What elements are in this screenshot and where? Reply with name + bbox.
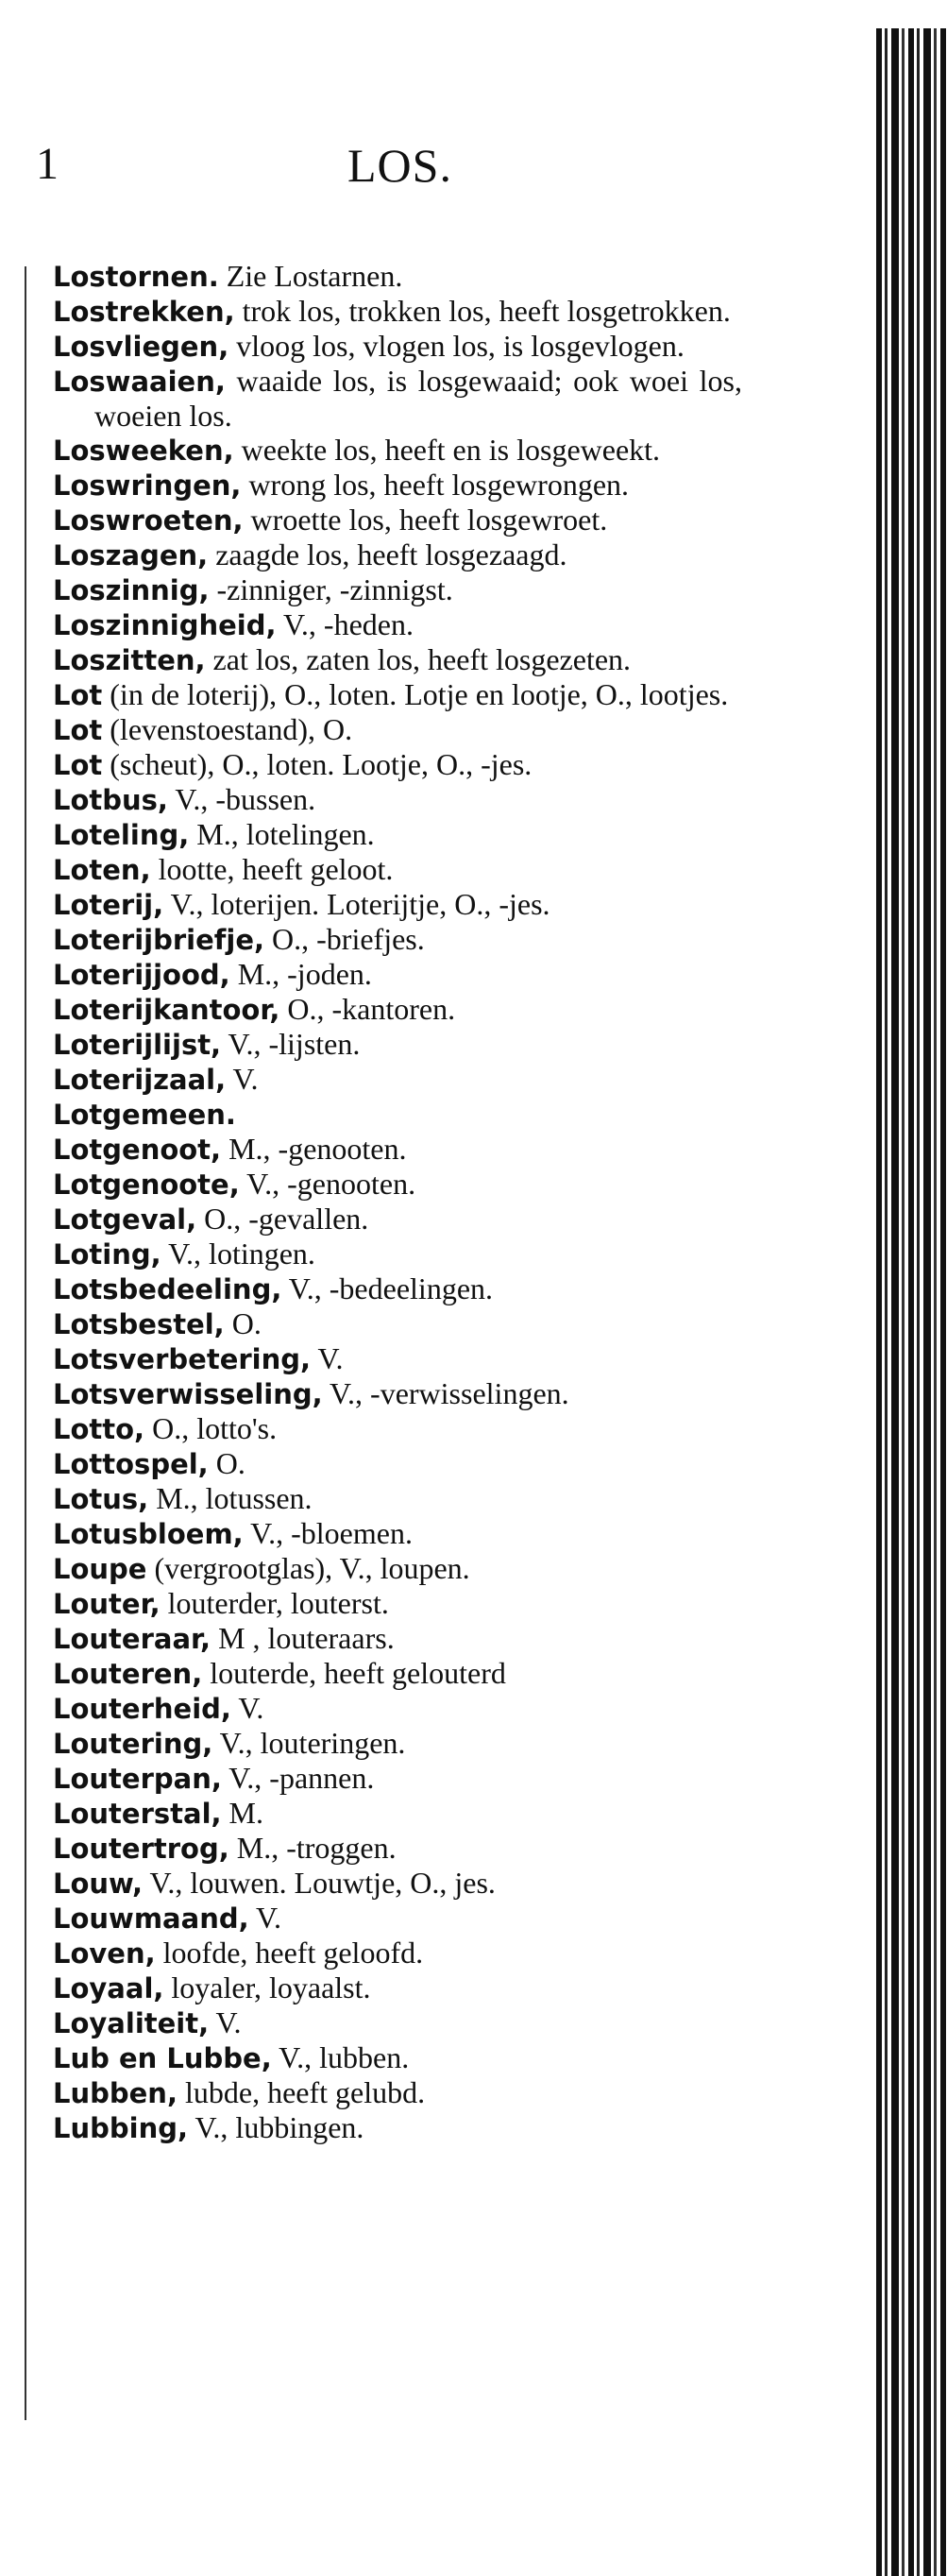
dictionary-entry [53, 1901, 742, 1936]
dictionary-entries [53, 259, 742, 2145]
entry-definition: V., -lijsten. [221, 1027, 361, 1061]
dictionary-entry [53, 1341, 742, 1376]
entry-definition: O. [208, 1446, 245, 1480]
entry-headword: Loswroeten, [53, 504, 244, 537]
entry-definition: Zie Lostarnen. [218, 259, 403, 293]
entry-headword: Lotgeval, [53, 1203, 197, 1236]
dictionary-entry [53, 329, 742, 364]
entry-headword: Lubbing, [53, 2112, 189, 2144]
entry-definition: lubde, heeft gelubd. [177, 2075, 426, 2109]
entry-definition: louterder, louterst. [160, 1586, 389, 1620]
entry-headword: Lotbus, [53, 784, 168, 816]
dictionary-entry [53, 677, 742, 712]
entry-definition: loofde, heeft geloofd. [155, 1936, 424, 1970]
entry-definition: M., lotelingen. [189, 817, 375, 851]
page-title: LOS. [347, 139, 452, 192]
page-number: 1 [36, 139, 59, 189]
entry-definition: wroette los, heeft losgewroet. [243, 503, 608, 537]
dictionary-entry [53, 433, 742, 468]
entry-headword: Loyaliteit, [53, 2007, 210, 2039]
dictionary-entry [53, 922, 742, 957]
entry-definition: V., -bussen. [167, 782, 316, 816]
dictionary-entry [53, 1237, 742, 1271]
dictionary-entry [53, 1691, 742, 1726]
entry-headword: Louterpan, [53, 1763, 222, 1795]
entry-headword: Loterijkantoor, [53, 994, 280, 1026]
entry-definition: (scheut), O., loten. Lootje, O., -jes. [102, 747, 533, 781]
dictionary-entry [53, 642, 742, 677]
column-rule [25, 266, 26, 2420]
entry-definition: -zinniger, -zinnigst. [209, 572, 453, 606]
entry-definition: V. [311, 1341, 344, 1375]
dictionary-entry [53, 1027, 742, 1062]
entry-headword: Lubben, [53, 2077, 178, 2109]
entry-headword: Lottospel, [53, 1448, 209, 1480]
entry-definition: O., -briefjes. [264, 922, 425, 956]
dictionary-entry [53, 537, 742, 572]
entry-definition: M., -joden. [229, 957, 372, 991]
dictionary-entry [53, 782, 742, 817]
entry-definition: M., -troggen. [228, 1831, 397, 1865]
entry-headword: Loszinnig, [53, 574, 210, 606]
entry-headword: Lotsbedeeling, [53, 1273, 282, 1305]
entry-headword: Lotsverwisseling, [53, 1378, 323, 1410]
dictionary-entry [53, 1306, 742, 1341]
entry-definition: O., lotto's. [144, 1411, 278, 1445]
dictionary-entry [53, 468, 742, 503]
dictionary-entry [53, 1726, 742, 1761]
entry-headword: Loutering, [53, 1728, 213, 1760]
dictionary-entry [53, 1481, 742, 1516]
entry-headword: Lostornen. [53, 261, 219, 293]
entry-definition: waaide los, is losgewaaid; ook woei los, woeien los. [94, 364, 742, 433]
entry-definition: M., lotussen. [148, 1481, 313, 1515]
entry-headword: Louterheid, [53, 1693, 231, 1725]
book-binding-edge [876, 28, 947, 2576]
entry-headword: Louter, [53, 1588, 161, 1620]
entry-headword: Loutertrog, [53, 1833, 229, 1865]
dictionary-entry [53, 817, 742, 852]
dictionary-entry [53, 364, 742, 433]
dictionary-entry [53, 747, 742, 782]
entry-headword: Loting, [53, 1238, 161, 1271]
entry-definition: M., -genooten. [221, 1132, 407, 1166]
dictionary-entry [53, 712, 742, 747]
entry-headword: Lotto, [53, 1413, 145, 1445]
entry-headword: Loupe [53, 1553, 147, 1585]
entry-definition: O. [224, 1306, 262, 1340]
entry-definition: weekte los, heeft en is losgeweekt. [233, 433, 661, 467]
entry-definition: vloog los, vlogen los, is losgevlogen. [228, 329, 685, 363]
entry-definition: zaagde los, heeft losgezaagd. [208, 537, 567, 571]
dictionary-entry [53, 1132, 742, 1167]
dictionary-entry [53, 852, 742, 887]
entry-headword: Losweeken, [53, 435, 234, 467]
entry-headword: Lotgenoot, [53, 1134, 222, 1166]
entry-headword: Lot [53, 749, 103, 781]
dictionary-entry [53, 1446, 742, 1481]
entry-definition: V. [226, 1062, 259, 1096]
entry-headword: Loterijzaal, [53, 1064, 227, 1096]
dictionary-entry [53, 1866, 742, 1901]
entry-definition: louterde, heeft gelouterd [202, 1656, 506, 1690]
entry-headword: Loterijbriefje, [53, 924, 265, 956]
dictionary-entry [53, 1097, 742, 1132]
entry-headword: Loszinnigheid, [53, 609, 277, 641]
dictionary-entry [53, 1761, 742, 1796]
entry-definition: V. [230, 1691, 264, 1725]
entry-definition: V., -heden. [276, 607, 414, 641]
entry-headword: Louw, [53, 1868, 144, 1900]
entry-definition: V. [209, 2005, 242, 2039]
dictionary-entry [53, 1796, 742, 1831]
dictionary-entry [53, 1516, 742, 1551]
entry-definition: V., louwen. Louwtje, O., jes. [143, 1866, 496, 1900]
entry-definition: V., lubben. [271, 2040, 410, 2074]
dictionary-entry [53, 503, 742, 537]
dictionary-entry [53, 1062, 742, 1097]
dictionary-entry [53, 259, 742, 294]
entry-definition: V., -genooten. [239, 1167, 416, 1201]
dictionary-entry [53, 1621, 742, 1656]
entry-headword: Lotsbestel, [53, 1308, 225, 1340]
entry-definition: O., -gevallen. [196, 1202, 369, 1236]
dictionary-entry [53, 2040, 742, 2075]
entry-definition: V., -bedeelingen. [281, 1271, 494, 1305]
dictionary-entry [53, 957, 742, 992]
dictionary-entry [53, 1656, 742, 1691]
dictionary-entry [53, 2075, 742, 2110]
entry-headword: Loven, [53, 1937, 156, 1970]
dictionary-entry [53, 2110, 742, 2145]
entry-headword: Loterijlijst, [53, 1029, 222, 1061]
entry-definition: V., lubbingen. [188, 2110, 364, 2144]
dictionary-entry [53, 887, 742, 922]
dictionary-entry [53, 607, 742, 642]
entry-definition: (in de loterij), O., loten. Lotje en lootje, O., lootjes. [102, 677, 729, 711]
entry-headword: Losvliegen, [53, 331, 229, 363]
entry-headword: Loteling, [53, 819, 190, 851]
entry-headword: Lub en Lubbe, [53, 2042, 272, 2074]
entry-definition: V., -pannen. [221, 1761, 375, 1795]
entry-definition: trok los, trokken los, heeft losgetrokken. [234, 294, 731, 328]
entry-definition: V., -verwisselingen. [322, 1376, 569, 1410]
entry-headword: Loszitten, [53, 644, 206, 676]
entry-headword: Lotgemeen. [53, 1099, 236, 1131]
dictionary-entry [53, 1376, 742, 1411]
entry-definition: V., loterijen. Loterijtje, O., -jes. [163, 887, 550, 921]
dictionary-entry [53, 1970, 742, 2005]
dictionary-entry [53, 572, 742, 607]
entry-definition: V. [248, 1901, 282, 1935]
entry-headword: Loswringen, [53, 469, 242, 502]
entry-headword: Loyaal, [53, 1972, 164, 2005]
entry-headword: Louteren, [53, 1658, 203, 1690]
entry-headword: Loswaaien, [53, 366, 226, 398]
entry-headword: Lot [53, 679, 103, 711]
entry-definition: O., -kantoren. [279, 992, 456, 1026]
entry-headword: Lotgenoote, [53, 1169, 240, 1201]
entry-headword: Loterij, [53, 889, 164, 921]
dictionary-entry [53, 1202, 742, 1237]
entry-definition: zat los, zaten los, heeft losgezeten. [205, 642, 632, 676]
entry-headword: Lotusbloem, [53, 1518, 244, 1550]
entry-definition: loyaler, loyaalst. [163, 1970, 371, 2005]
entry-definition: (vergrootglas), V., loupen. [146, 1551, 470, 1585]
entry-definition: (levenstoestand), O. [102, 712, 353, 746]
entry-definition: V., -bloemen. [243, 1516, 413, 1550]
entry-definition: wrong los, heeft losgewrongen. [241, 468, 630, 502]
dictionary-entry [53, 1167, 742, 1202]
entry-headword: Louwmaand, [53, 1902, 249, 1935]
entry-definition: lootte, heeft geloot. [150, 852, 394, 886]
dictionary-entry [53, 2005, 742, 2040]
entry-definition: M , louteraars. [211, 1621, 395, 1655]
dictionary-entry [53, 1586, 742, 1621]
entry-headword: Loten, [53, 854, 151, 886]
entry-definition: M. [221, 1796, 263, 1830]
entry-headword: Lot [53, 714, 103, 746]
dictionary-entry [53, 1936, 742, 1970]
entry-definition: V., louteringen. [212, 1726, 406, 1760]
entry-headword: Lotsverbetering, [53, 1343, 312, 1375]
entry-headword: Loszagen, [53, 539, 209, 571]
dictionary-entry [53, 294, 742, 329]
dictionary-entry [53, 1831, 742, 1866]
dictionary-entry [53, 992, 742, 1027]
dictionary-entry [53, 1411, 742, 1446]
entry-headword: Louterstal, [53, 1798, 222, 1830]
entry-headword: Louteraar, [53, 1623, 211, 1655]
dictionary-entry [53, 1271, 742, 1306]
dictionary-entry [53, 1551, 742, 1586]
entry-headword: Lotus, [53, 1483, 149, 1515]
entry-headword: Loterijjood, [53, 959, 230, 991]
entry-headword: Lostrekken, [53, 296, 235, 328]
entry-definition: V., lotingen. [161, 1237, 315, 1271]
